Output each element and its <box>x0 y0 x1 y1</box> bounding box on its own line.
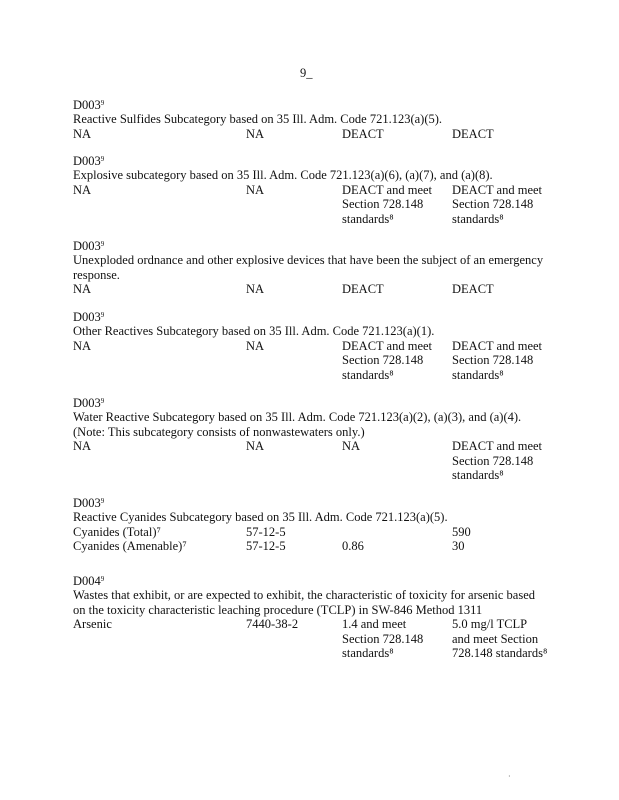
cas-number: 7440-38-2 <box>246 617 299 632</box>
table-row <box>73 183 553 227</box>
cas-number: NA <box>246 182 265 197</box>
constituent: Arsenic <box>73 617 112 632</box>
waste-description: response. <box>73 267 120 282</box>
wastewater-standard: DEACT and meet Section 728.148 standards⁸ <box>342 338 433 382</box>
waste-description: Unexploded ordnance and other explosive devices that have been the subject of an emergency <box>73 253 544 267</box>
waste-code: $D003^9$ <box>73 239 105 253</box>
waste-description: Explosive subcategory based on 35 Ill. Adm. Code 721.123(a)(6), (a)(7), and (a)(8). <box>73 168 493 182</box>
scan-speck: · <box>508 772 511 781</box>
wastewater-standard: NA <box>342 439 361 454</box>
constituent: NA <box>73 182 92 197</box>
waste-code: $D004^9$ <box>73 574 105 588</box>
waste-section <box>73 396 553 483</box>
nonwastewater-standard: DEACT and meet Section 728.148 standards⁸ <box>452 439 543 483</box>
cas-number: NA <box>246 282 265 297</box>
cas-number: NA <box>246 126 265 141</box>
nonwastewater-standard: 5.0 mg/l TCLP and meet Section 728.148 standards⁸ <box>452 617 548 661</box>
nonwastewater-standard: DEACT and meet Section 728.148 standards⁸ <box>452 338 543 382</box>
waste-code: $D003^9$ <box>73 98 105 112</box>
wastewater-standard: DEACT and meet Section 728.148 standards⁸ <box>342 182 433 226</box>
table-row <box>73 539 553 554</box>
waste-section <box>73 310 553 383</box>
table-row <box>73 127 553 142</box>
waste-description: on the toxicity characteristic leaching procedure (TCLP) in SW-846 Method 1311 <box>73 602 483 617</box>
table-row <box>73 282 553 297</box>
table-row <box>73 525 553 540</box>
wastewater-standard: 0.86 <box>342 539 364 554</box>
waste-code: $D003^9$ <box>73 310 105 324</box>
waste-description: Reactive Cyanides Subcategory based on 35 Ill. Adm. Code 721.123(a)(5). <box>73 510 448 524</box>
waste-code: $D003^9$ <box>73 496 105 510</box>
waste-description: Wastes that exhibit, or are expected to exhibit, the characteristic of toxicity for arsenic based <box>73 588 536 602</box>
waste-code: $D003^9$ <box>73 154 105 168</box>
nonwastewater-standard: DEACT <box>452 126 494 141</box>
constituent: Cyanides (Total)⁷ <box>73 524 161 539</box>
waste-description: Other Reactives Subcategory based on 35 Ill. Adm. Code 721.123(a)(1). <box>73 324 435 338</box>
waste-description: Water Reactive Subcategory based on 35 Ill. Adm. Code 721.123(a)(2), (a)(3), and (a)(4). <box>73 410 522 424</box>
waste-section <box>73 574 553 661</box>
nonwastewater-standard: 30 <box>452 539 465 554</box>
nonwastewater-standard: DEACT and meet Section 728.148 standards⁸ <box>452 182 543 226</box>
constituent: NA <box>73 126 92 141</box>
cas-number: 57-12-5 <box>246 539 286 554</box>
waste-description: (Note: This subcategory consists of nonwastewaters only.) <box>73 424 365 439</box>
wastewater-standard: DEACT <box>342 282 384 297</box>
table-row <box>73 439 553 483</box>
cas-number: NA <box>246 439 265 454</box>
waste-code: $D003^9$ <box>73 396 105 410</box>
cas-number: 57-12-5 <box>246 524 286 539</box>
table-row <box>73 339 553 383</box>
waste-section <box>73 154 553 227</box>
waste-section <box>73 239 553 297</box>
table-row <box>73 617 553 661</box>
wastewater-standard: 1.4 and meet Section 728.148 standards⁸ <box>342 617 424 661</box>
page-number: 9_ <box>300 66 313 80</box>
waste-section <box>73 496 553 554</box>
nonwastewater-standard: DEACT <box>452 282 494 297</box>
constituent: NA <box>73 282 92 297</box>
constituent: NA <box>73 338 92 353</box>
constituent: NA <box>73 439 92 454</box>
waste-section <box>73 98 553 141</box>
constituent: Cyanides (Amenable)⁷ <box>73 539 187 554</box>
nonwastewater-standard: 590 <box>452 524 471 539</box>
wastewater-standard: DEACT <box>342 126 384 141</box>
cas-number: NA <box>246 338 265 353</box>
waste-description: Reactive Sulfides Subcategory based on 35 Ill. Adm. Code 721.123(a)(5). <box>73 112 443 126</box>
